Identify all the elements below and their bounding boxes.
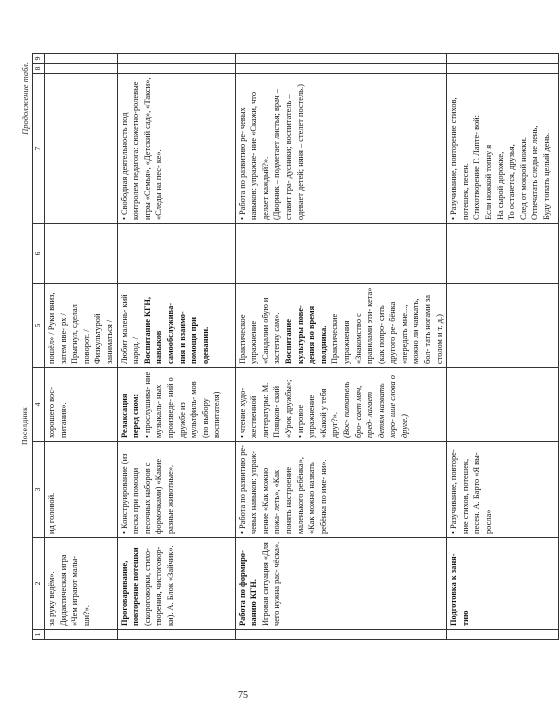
cell-text: пошёл» / Руки вниз, затем вве- рх / Прыгнул, сделал поворот. / Физкультурой заниматься /	[47, 292, 114, 364]
cell	[447, 538, 559, 630]
schedule-table	[32, 53, 559, 640]
cell-title: Работа по формиро- ванию КГН.	[237, 550, 259, 626]
cell-text: • Свободная деятельность под контролем педагога: сюжетно-ролевые игры «Семья», «Детский сад», «Такси», «Следы на пес- ке».	[119, 77, 164, 220]
cell-text: • Работа по развитию ре- чевых навыков: упражне- ние «Скажи, что делает каждый?».	[237, 91, 270, 220]
cell	[447, 74, 559, 224]
cell-italic-text: (Вос- питатель бро- сает мяч, пред- лагает детям назвать хоро- шие слова о друге.)	[341, 375, 409, 438]
cell	[235, 538, 447, 630]
cell	[117, 630, 235, 640]
cell	[45, 538, 118, 630]
cell-title: Воспитание КГН, навыков самообслужива- ния и взаимо- помощи при одевании.	[142, 296, 210, 364]
cell-text: Любит малень- кий народ. /	[119, 294, 141, 364]
cell-title: Подготовка к заня- тию	[449, 553, 470, 626]
cell	[117, 442, 235, 538]
cell	[235, 74, 447, 224]
cell-text: Дидактическая игра «Чем играют малы- ши?».	[58, 554, 91, 626]
cell-title: Воспитание культуры пове- дения во время полдника.	[283, 305, 328, 364]
cell	[447, 64, 559, 74]
cell	[117, 284, 235, 368]
table-row	[45, 54, 118, 640]
cell-text: (Дворник – подметает листья; врач – ставит гра- дусники; воспитатель – одевает детей; няня – стелет постель.)	[272, 84, 305, 220]
cell-text: Буду топать целый день.	[542, 132, 551, 220]
cell-text: След от мокрой ножки.	[518, 137, 528, 220]
table-row	[235, 54, 447, 640]
cell	[235, 54, 447, 64]
cell	[117, 64, 235, 74]
cell	[235, 368, 447, 442]
continuation-note: Продолжение табл.	[20, 62, 30, 135]
cell-text: Стихотворение Г. Лапте- вой:	[472, 115, 482, 220]
cell-text: Игровая ситуация «Для чего нужна рас- чёска».	[260, 541, 282, 626]
cell	[45, 284, 118, 368]
cell	[447, 54, 559, 64]
cell-text: за руку ведём».	[47, 571, 56, 626]
cell	[235, 630, 447, 640]
col-header-8: 8	[33, 64, 45, 74]
cell	[235, 442, 447, 538]
cell-text: (скороговорки, стихо- творения, чистоговор- ки). А. Блок «Зайчик».	[142, 545, 175, 626]
cell	[117, 54, 235, 64]
side-title	[18, 54, 32, 660]
col-header-5: 5	[33, 284, 45, 368]
col-header-3: 3	[33, 442, 45, 538]
cell-text: Если ножкой топну я	[484, 144, 494, 220]
cell	[447, 630, 559, 640]
cell	[235, 284, 447, 368]
cell	[235, 224, 447, 284]
cell	[45, 74, 118, 224]
cell	[117, 538, 235, 630]
page-number: 75	[238, 690, 248, 701]
cell	[117, 224, 235, 284]
col-header-7: 7	[33, 74, 45, 224]
cell	[447, 284, 559, 368]
col-header-2: 2	[33, 538, 45, 630]
cell-text: • Разучивание, повторение стихов, потешек, песен.	[449, 97, 470, 220]
cell	[447, 368, 559, 442]
cell	[117, 368, 235, 442]
cell	[45, 630, 118, 640]
table-row	[117, 54, 235, 640]
rotated-table-area	[18, 54, 551, 660]
cell-text: хорошего вос- питания».	[47, 387, 68, 438]
cell-text: • игровое упражнение «Какой у тебя друг?».	[295, 388, 340, 438]
cell-text: • чтение худо- жественной литературы: М. Пляцков- ский «Урок дружбы»;	[237, 379, 293, 438]
cell	[45, 442, 118, 538]
col-header-9: 9	[33, 54, 45, 64]
cell-text: Практическое упражнение «Сандалии обую и застегну сам».	[237, 297, 282, 364]
cell-text: • прослушива- ние музыкаль- ных произведе- ний о дружбе из мультфиль- мов (по выбору воспитателя)	[142, 371, 222, 438]
cell-text: ид головой.	[47, 492, 56, 534]
cell-text: • Разучивание, повторе- ние стихов, потешек, песен. А. Барто «Я вы- росла»	[449, 449, 494, 534]
cell	[45, 64, 118, 74]
col-header-6: 6	[33, 224, 45, 284]
header-row	[33, 54, 45, 640]
cell	[117, 74, 235, 224]
cell	[45, 368, 118, 442]
table-row	[447, 54, 559, 640]
cell-text: Отпечатать следы не лень,	[530, 125, 540, 220]
cell	[45, 224, 118, 284]
cell	[447, 224, 559, 284]
cell-text: На сырой дорожке,	[495, 151, 505, 220]
cell	[45, 54, 118, 64]
cell	[447, 442, 559, 538]
cell-text: • Работа по развитию ре- чевых навыков: упраж- нение «Как можно пожа- леть», «Как понять настроение маленького ребёнка», «Как можно назвать ребёнка по име- ни».	[237, 445, 328, 534]
cell-title: Проговаривание, повторение потешки	[119, 547, 141, 626]
side-title-text: Поселдник	[20, 406, 29, 445]
cell-text: Практические упражнения «Знакомство с правилами эти- кета» (как попро- сить другого ре- бёнка «передать мне..., можно ли чавкать, бол- тать ногами за столом и т. д.)	[330, 287, 444, 364]
cell-text: То останется, друзья,	[507, 144, 517, 220]
col-header-1: 1	[33, 630, 45, 640]
cell-text: • Конструирование (из песка при помощи песочных наборов с формочками) «Какие разные животные».	[119, 453, 175, 534]
cell-title: Релаксация перед сном:	[119, 393, 141, 438]
col-header-4: 4	[33, 368, 45, 442]
cell	[235, 64, 447, 74]
